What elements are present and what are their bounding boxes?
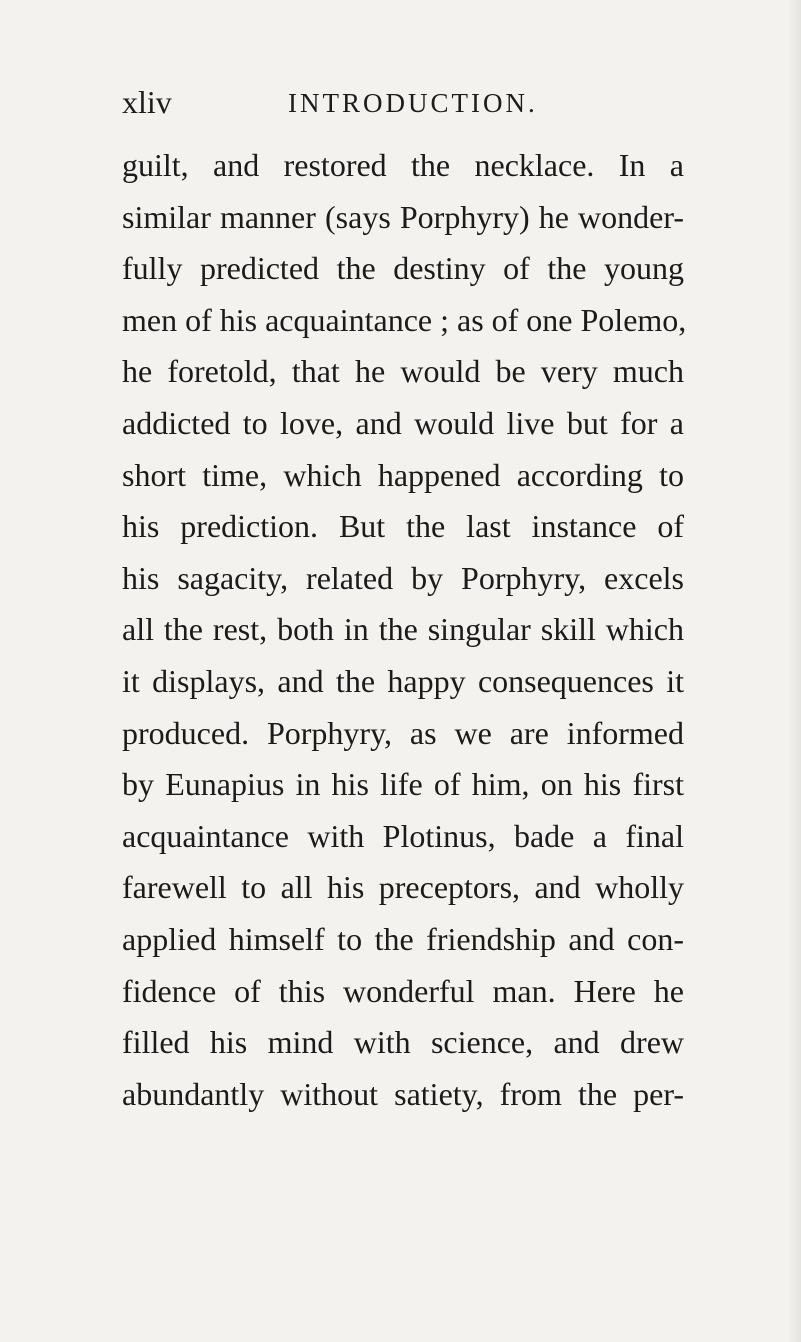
page-number: xliv [122,84,172,120]
text-line: by Eunapius in his life of him, on his first [122,766,684,803]
text-line: his sagacity, related by Porphyry, excels [122,559,684,596]
text-line: applied himself to the friendship and con- [122,920,684,957]
page-edge-shadow [787,0,801,1342]
text-line: he foretold, that he would be very much [122,353,684,390]
text-line: it displays, and the happy consequences it [122,662,684,699]
running-title: INTRODUCTION. [288,88,538,118]
text-line: acquaintance with Plotinus, bade a final [122,817,684,854]
text-line: guilt, and restored the necklace. In a [122,147,684,183]
text-line: his prediction. But the last instance of [122,508,684,545]
text-line: filled his mind with science, and drew [122,1024,684,1061]
text-line: addicted to love, and would live but for a [122,404,684,441]
text-line: men of his acquaintance ; as of one Polemo, [122,301,687,338]
running-head [122,82,682,122]
text-line: fidence of this wonderful man. Here he [122,972,684,1009]
text-line: all the rest, both in the singular skill which [122,611,684,648]
text-line: farewell to all his preceptors, and wholly [122,869,684,906]
text-line: similar manner (says Porphyry) he wonder- [122,198,684,235]
text-line: fully predicted the destiny of the young [122,250,684,287]
body-text [122,140,687,1120]
text-line: produced. Porphyry, as we are informed [122,714,684,751]
text-line: abundantly without satiety, from the per- [122,1075,684,1112]
text-line: short time, which happened according to [122,456,684,493]
